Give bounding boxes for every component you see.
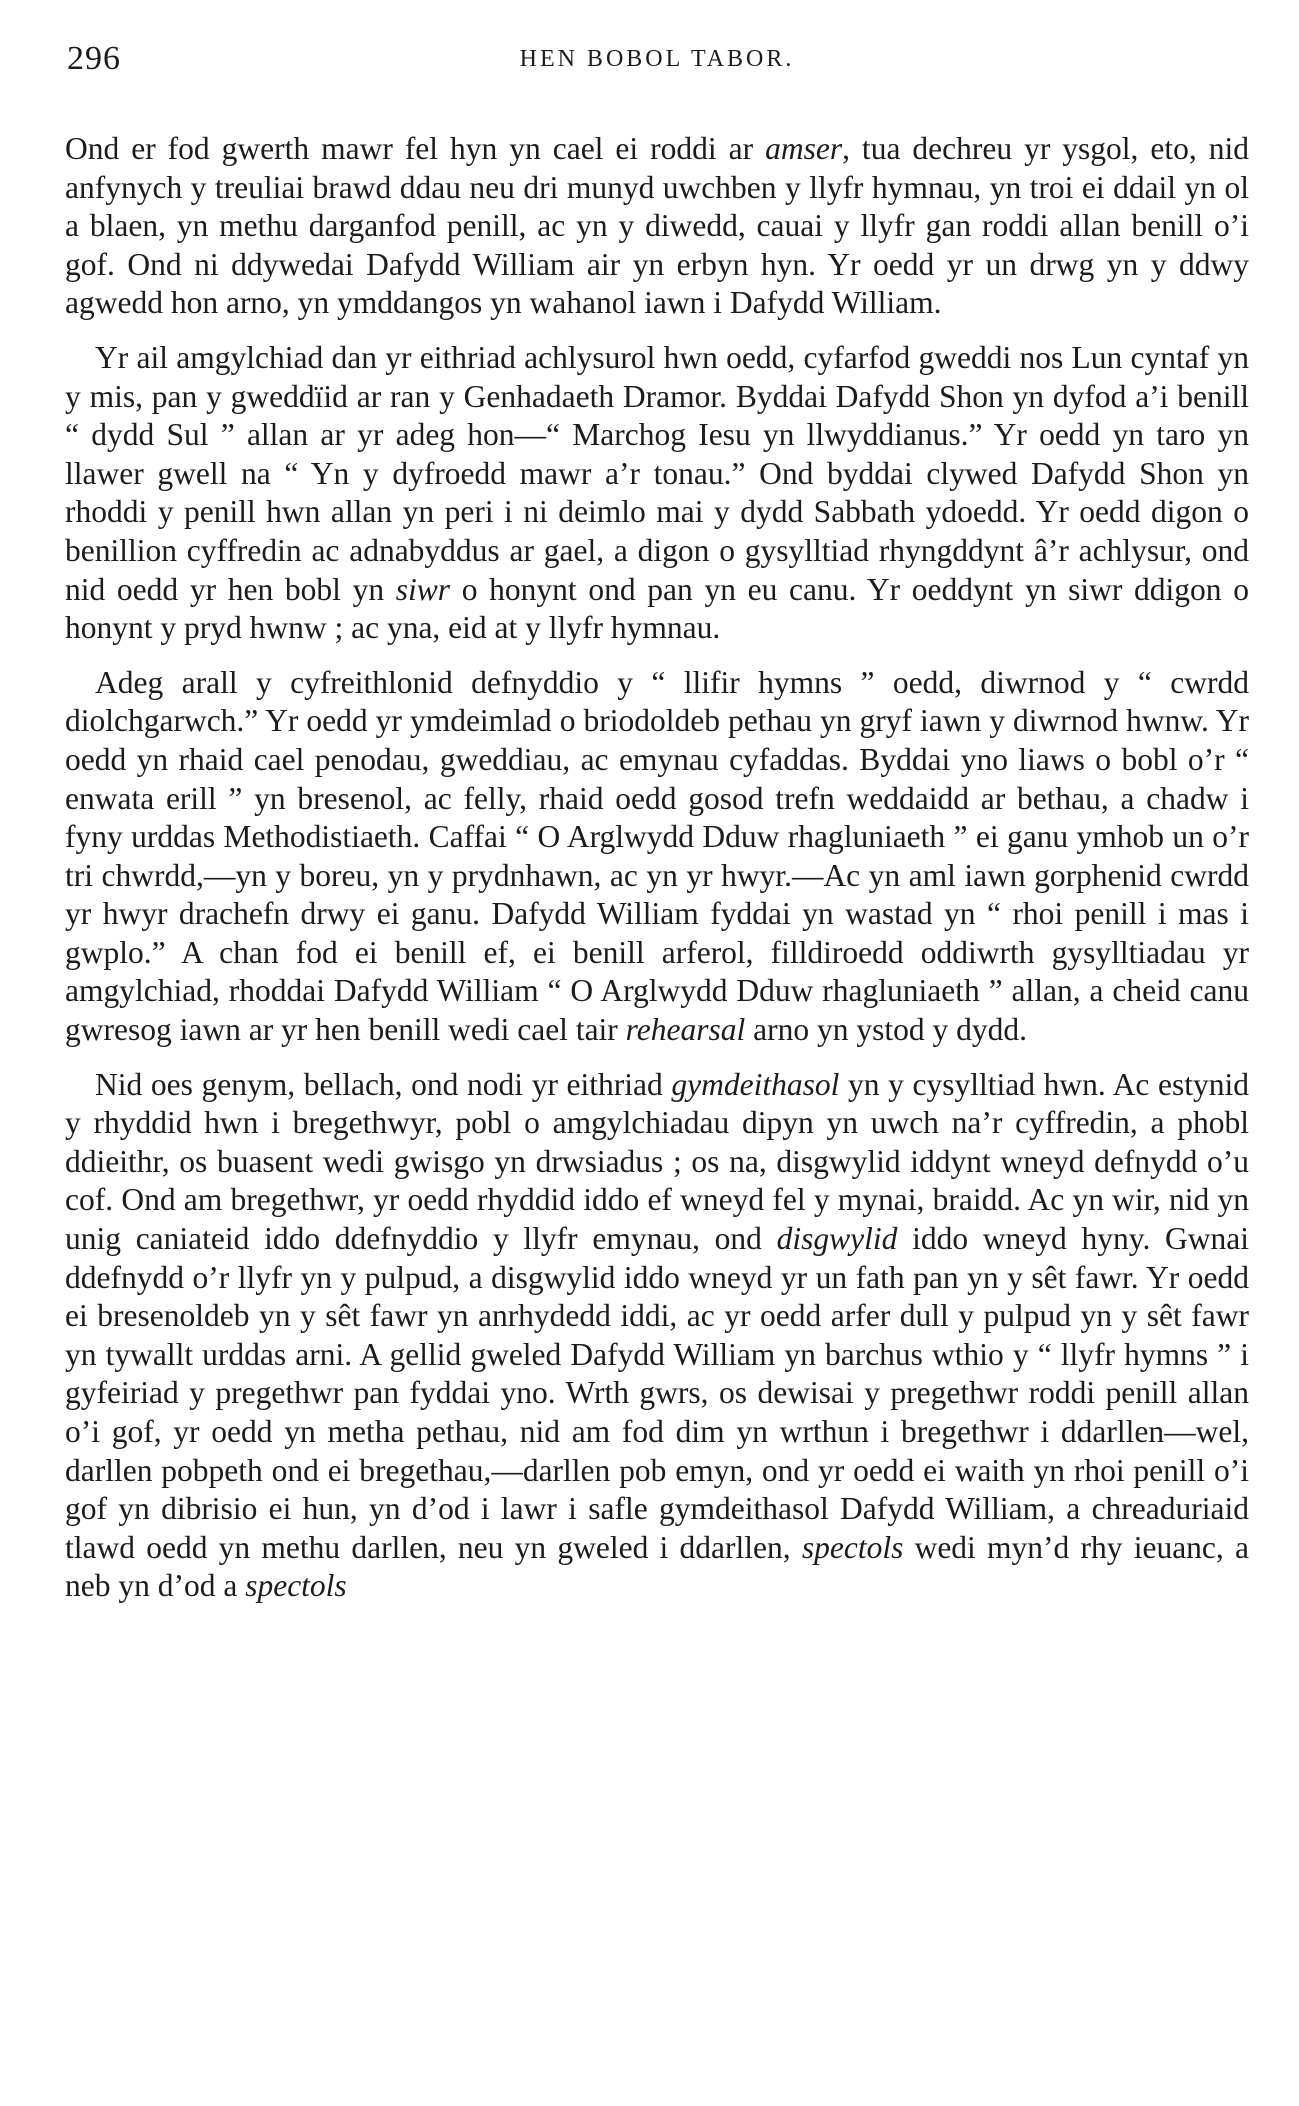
page-number: 296 — [67, 40, 121, 77]
paragraph-3 — [65, 664, 1249, 1050]
running-head — [65, 40, 1249, 80]
text-segment: Adeg arall y cyfreithlonid defnyddio y “ llifir hymns ” oedd, diwrnod y “ cwrdd diolchgarwch.” Yr oedd yr ymdeimlad o briodoldeb pethau yn gryf iawn y diwrnod hwnw. Yr oedd yn rhaid cael penodau, gweddiau, ac emynau cyfaddas. Byddai yno liaws o bobl o’r “ enwata erill ” yn bresenol, ac felly, rhaid oedd gosod trefn weddaidd ar bethau, a chadw i fyny urddas Methodistiaeth. Caffai “ O Arglwydd Dduw rhagluniaeth ” ei ganu ymhob un o’r tri chwrdd,—yn y boreu, yn y prydnhawn, ac yn yr hwyr.—Ac yn aml iawn gorphenid cwrdd yr hwyr drachefn drwy ei ganu. Dafydd William fyddai yn wastad yn “ rhoi penill i mas i gwplo.” A chan fod ei benill ef, ei benill arferol, filldiroedd oddiwrth gysylltiadau yr amgylchiad, rhoddai Dafydd William “ O Arglwydd Dduw rhagluniaeth ” allan, a cheid canu gwresog iawn ar yr hen benill wedi cael tair — [65, 664, 1249, 1048]
italic-segment: rehearsal — [625, 1012, 746, 1048]
italic-segment: spectols — [801, 1529, 904, 1565]
body-text — [65, 130, 1249, 1606]
text-segment: Ond er fod gwerth mawr fel hyn yn cael ei roddi ar — [65, 131, 766, 166]
paragraph-2 — [65, 339, 1249, 648]
text-segment: Nid oes genym, bellach, ond nodi yr eithriad — [95, 1066, 672, 1102]
text-segment: Yr ail amgylchiad dan yr eithriad achlysurol hwn oedd, cyfarfod gweddi nos Lun cyntaf yn y mis, pan y gweddïid ar ran y Genhadaeth Dramor. Byddai Dafydd Shon yn dyfod a’i benill “ dydd Sul ” allan ar yr adeg hon—“ Marchog Iesu yn llwyddianus.” Yr oedd yn taro yn llawer gwell na “ Yn y dyfroedd mawr a’r tonau.” Ond byddai clywed Dafydd Shon yn rhoddi y penill hwn allan yn peri i ni deimlo mai y dydd Sabbath ydoedd. Yr oedd digon o benillion cyffredin ac adnabyddus ar gael, a digon o gysylltiad rhyngddynt â’r achlysur, ond nid oedd yr hen bobl yn — [65, 339, 1249, 607]
text-segment: wedi myn’d rhy ieuanc, a neb yn d’od a — [65, 1529, 1250, 1604]
text-segment: arno yn ystod y dydd. — [745, 1012, 1027, 1048]
paragraph-1 — [65, 130, 1249, 323]
italic-segment: gymdeithasol — [671, 1066, 840, 1102]
text-segment: yn y cysylltiad hwn. Ac estynid y rhyddid hwn i bregethwyr, pobl o amgylchiadau dipyn yn uwch na’r cyffredin, a phobl ddieithr, os buasent wedi gwisgo yn drwsiadus ; os na, disgwylid iddynt wneyd defnydd o’u cof. Ond am bregethwr, yr oedd rhyddid iddo ef wneyd fel y mynai, braidd. Ac yn wir, nid yn unig caniateid iddo ddefnyddio y llyfr emynau, ond — [65, 1066, 1249, 1257]
italic-segment: disgwylid — [776, 1221, 898, 1257]
running-title: HEN BOBOL TABOR. — [519, 46, 795, 72]
italic-segment: siwr — [395, 571, 451, 607]
italic-segment: amser — [765, 131, 843, 166]
paragraph-4 — [65, 1066, 1249, 1606]
italic-segment: spectols — [245, 1568, 347, 1604]
text-segment: , tua dechreu yr ysgol, eto, nid anfynych y treuliai brawd ddau neu dri munyd uwchben y llyfr hymnau, yn troi ei ddail yn ol a blaen, yn methu darganfod penill, ac yn y diwedd, cauai y llyfr gan roddi allan benill o’i gof. Ond ni ddywedai Dafydd William air yn erbyn hyn. Yr oedd yr un drwg yn y ddwy agwedd hon arno, yn ymddangos yn wahanol iawn i Dafydd William. — [65, 131, 1250, 321]
text-segment: iddo wneyd hyny. Gwnai ddefnydd o’r llyfr yn y pulpud, a disgwylid iddo wneyd yr un fath pan yn y sêt fawr. Yr oedd ei bresenoldeb yn y sêt fawr yn anrhydedd iddi, ac yr oedd arfer dull y pulpud yn y sêt fawr yn tywallt urddas arni. A gellid gweled Dafydd William yn barchus wthio y “ llyfr hymns ” i gyfeiriad y pregethwr pan fyddai yno. Wrth gwrs, os dewisai y pregethwr roddi penill allan o’i gof, yr oedd yn metha pethau, nid am fod dim yn wrthun i bregethwr i ddarllen—wel, darllen pobpeth ond ei bregethau,—darllen pob emyn, ond yr oedd ei waith yn rhoi penill o’i gof yn dibrisio ei hun, yn d’od i lawr i safle gymdeithasol Dafydd William, a chreaduriaid tlawd oedd yn methu darllen, neu yn gweled i ddarllen, — [65, 1221, 1249, 1565]
text-segment: o honynt ond pan yn eu canu. Yr oeddynt yn siwr ddigon o honynt y pryd hwnw ; ac yna, eid at y llyfr hymnau. — [65, 571, 1249, 646]
